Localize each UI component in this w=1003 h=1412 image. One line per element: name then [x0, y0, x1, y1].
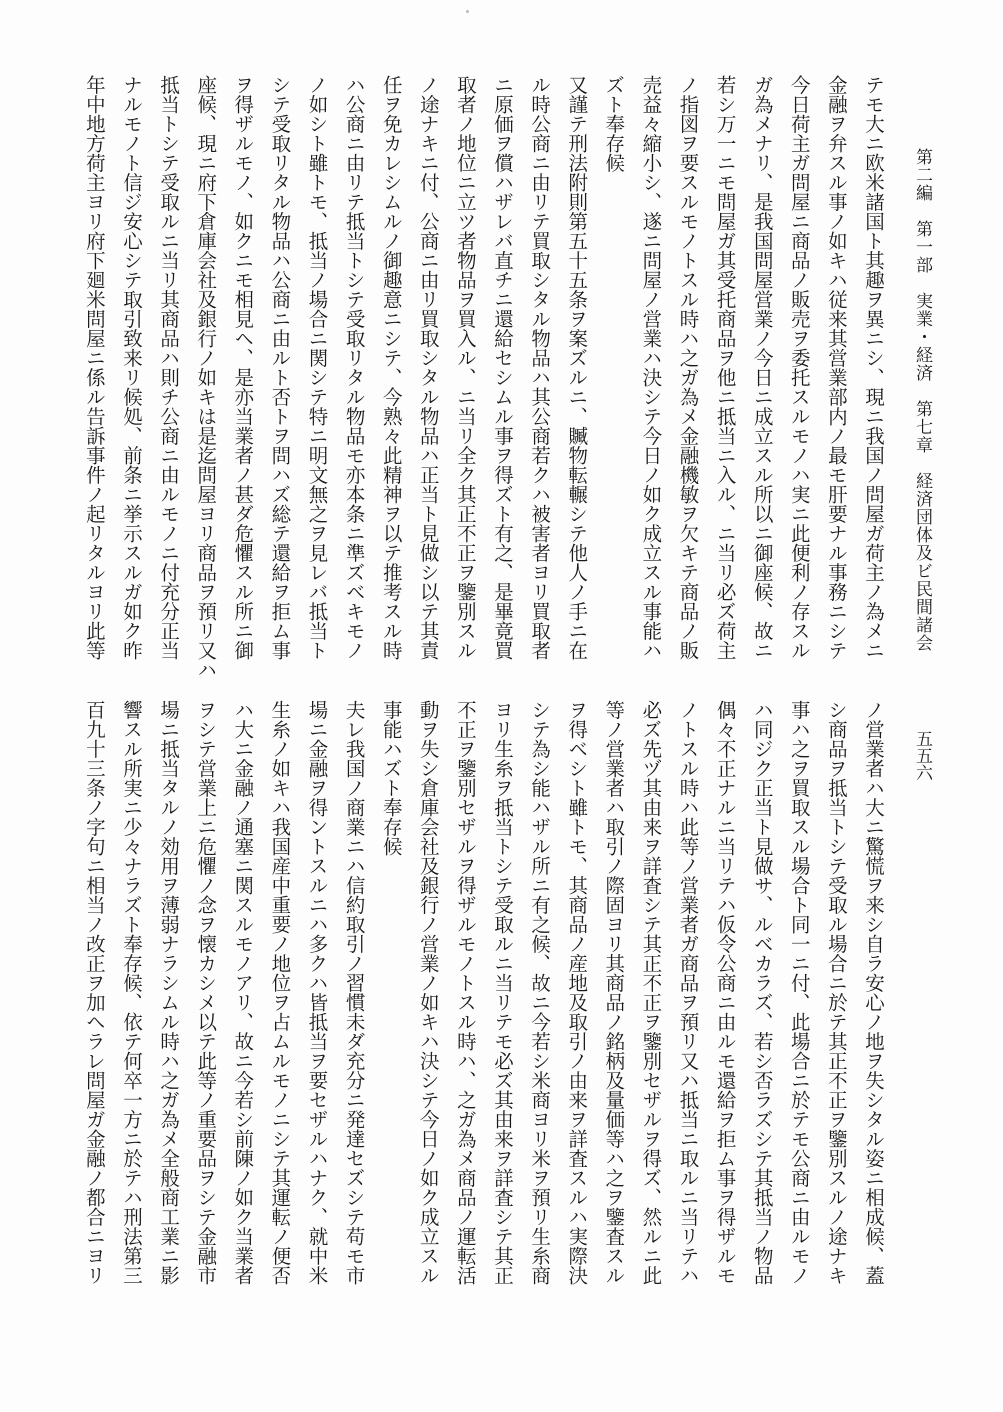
- text-column: ズト奉存候: [602, 75, 626, 173]
- text-column: シテ為シ能ハザル所ニ有之候、故ニ今若シ米商ヨリ米ヲ預リ生糸商: [528, 700, 552, 1285]
- text-column: 場ニ抵当タルノ効用ヲ薄弱ナラシムル時ハ之ガ為メ全般商工業ニ影: [157, 700, 181, 1285]
- text-column: 事能ハズト奉存候: [379, 700, 403, 856]
- running-header: 第二編 第一部 実業・経済 第七章 経済団体及ビ民間諸会: [912, 148, 932, 652]
- text-column: ノ営業者ハ大ニ驚慌ヲ来シ自ラ安心ノ地ヲ失シタル姿ニ相成候、蓋: [862, 700, 885, 1285]
- text-column: 必ズ先ヅ其由来ヲ詳査シテ其正不正ヲ鑒別セザルヲ得ズ、然ルニ此: [639, 700, 663, 1285]
- text-column: ニ原価ヲ償ハザレバ直チニ還給セシムル事ヲ得ズト有之、是畢竟買: [491, 75, 514, 660]
- text-column: 不正ヲ鑒別セザルヲ得ザルモノトスル時ハ、之ガ為メ商品ノ運転活: [453, 700, 477, 1285]
- text-column: ガ為メナリ、是我国問屋営業ノ今日ニ成立スル所以ニ御座候、故ニ: [750, 75, 774, 660]
- text-column: 偶々不正ナルニ当リテハ仮令公商ニ由ルモ還給ヲ拒ム事ヲ得ザルモ: [713, 700, 737, 1285]
- text-column: 売益々縮小シ、遂ニ問屋ノ営業ハ決シテ今日ノ如ク成立スル事能ハ: [639, 75, 663, 660]
- text-column: ヲシテ営業上ニ危懼ノ念ヲ懐カシメ以テ此等ノ重要品ヲシテ金融市: [194, 700, 218, 1285]
- text-column: 任ヲ免カレシムルノ御趣意ニシテ、今熟々此精神ヲ以テ推考スル時: [379, 75, 403, 660]
- page-number: 五五六: [912, 730, 932, 781]
- text-column: ヨリ生糸ヲ抵当トシテ受取ルニ当リテモ必ズ其由来ヲ詳査シテ其正: [491, 700, 514, 1285]
- text-column: ヲ得ザルモノ、如クニモ相見ヘ、是亦当業者ノ甚ダ危懼スル所ニ御: [231, 75, 255, 660]
- text-column: ノ如シト雖トモ、抵当ノ場合ニ関シテ特ニ明文無之ヲ見レバ抵当ト: [305, 75, 329, 660]
- text-column: 金融ヲ弁スル事ノ如キハ従来其営業部内ノ最モ肝要ナル事務ニシテ: [824, 75, 848, 660]
- text-column: ノ指図ヲ要スルモノトスル時ハ之ガ為メ金融機敏ヲ欠キテ商品ノ販: [676, 75, 700, 660]
- scan-mark: [466, 10, 469, 13]
- text-column: ノ途ナキニ付、公商ニ由リ買取シタル物品ハ正当ト見做シ以テ其責: [416, 75, 440, 660]
- text-column: 座候、現ニ府下倉庫会社及銀行ノ如キは是迄問屋ヨリ商品ヲ預リ又ハ: [194, 75, 218, 680]
- text-column: ハ同ジク正当ト見做サ、ルベカラズ、若シ否ラズシテ其抵当ノ物品: [750, 700, 774, 1285]
- text-column: シ商品ヲ抵当トシテ受取ル場合ニ於テ其正不正ヲ鑒別スルノ途ナキ: [824, 700, 848, 1285]
- text-column: 今日荷主ガ問屋ニ商品ノ販売ヲ委托スルモノハ実ニ此便利ノ存スル: [787, 75, 811, 660]
- text-column: 又謹テ刑法附則第五十五条ヲ案ズルニ、贓物転輾シテ他人ノ手ニ在: [565, 75, 589, 660]
- text-column: 響スル所実ニ少々ナラズト奉存候、依テ何卒一方ニ於テハ刑法第三: [120, 700, 143, 1285]
- text-column: ル時公商ニ由リテ買取シタル物品ハ其公商若クハ被害者ヨリ買取者: [528, 75, 552, 660]
- text-column: テモ大ニ欧米諸国ト其趣ヲ異ニシ、現ニ我国ノ問屋ガ荷主ノ為メニ: [862, 75, 885, 660]
- text-column: ハ大ニ金融ノ通塞ニ関スルモノアリ、故ニ今若シ前陳ノ如ク当業者: [231, 700, 255, 1285]
- text-column: 抵当トシテ受取ルニ当リ其商品ハ則チ公商ニ由ルモノニ付充分正当: [157, 75, 181, 660]
- text-column: 夫レ我国ノ商業ニハ信約取引ノ習慣未ダ充分ニ発達セズシテ苟モ市: [342, 700, 366, 1285]
- text-column: シテ受取リタル物品ハ公商ニ由ルト否トヲ問ハズ総テ還給ヲ拒ム事: [268, 75, 292, 660]
- text-column: 事ハ之ヲ買取スル場合ト同一ニ付、此場合ニ於テモ公商ニ由ルモノ: [787, 700, 811, 1285]
- text-column: 百九十三条ノ字句ニ相当ノ改正ヲ加ヘラレ問屋ガ金融ノ都合ニヨリ: [82, 700, 106, 1285]
- text-column: ノトスル時ハ此等ノ営業者ガ商品ヲ預リ又ハ抵当ニ取ルニ当リテハ: [676, 700, 700, 1285]
- text-column: 場ニ金融ヲ得ントスルニハ多クハ皆抵当ヲ要セザルハナク、就中米: [305, 700, 329, 1285]
- text-column: 生糸ノ如キハ我国産中重要ノ地位ヲ占ムルモノニシテ其運転ノ便否: [268, 700, 292, 1285]
- text-column: ハ公商ニ由リテ抵当トシテ受取リタル物品モ亦本条ニ準ズベキモノ: [342, 75, 366, 660]
- text-column: 取者ノ地位ニ立ツ者物品ヲ買入ル、ニ当リ全ク其正不正ヲ鑒別スル: [453, 75, 477, 660]
- text-column: 動ヲ失シ倉庫会社及銀行ノ営業ノ如キハ決シテ今日ノ如ク成立スル: [416, 700, 440, 1285]
- text-column: ナルモノト信ジ安心シテ取引致来リ候処、前条ニ挙示スルガ如ク昨: [120, 75, 143, 660]
- text-column: ヲ得ベシト雖トモ、其商品ノ産地及取引ノ由来ヲ詳査スルハ実際決: [565, 700, 589, 1285]
- text-column: 若シ万一ニモ問屋ガ其受托商品ヲ他ニ抵当ニ入ル、ニ当リ必ズ荷主: [713, 75, 737, 660]
- text-column: 年中地方荷主ヨリ府下廻米問屋ニ係ル告訴事件ノ起リタルヨリ此等: [82, 75, 106, 660]
- text-column: 等ノ営業者ハ取引ノ際固ヨリ其商品ノ銘柄及量価等ハ之ヲ鑒査スル: [602, 700, 626, 1285]
